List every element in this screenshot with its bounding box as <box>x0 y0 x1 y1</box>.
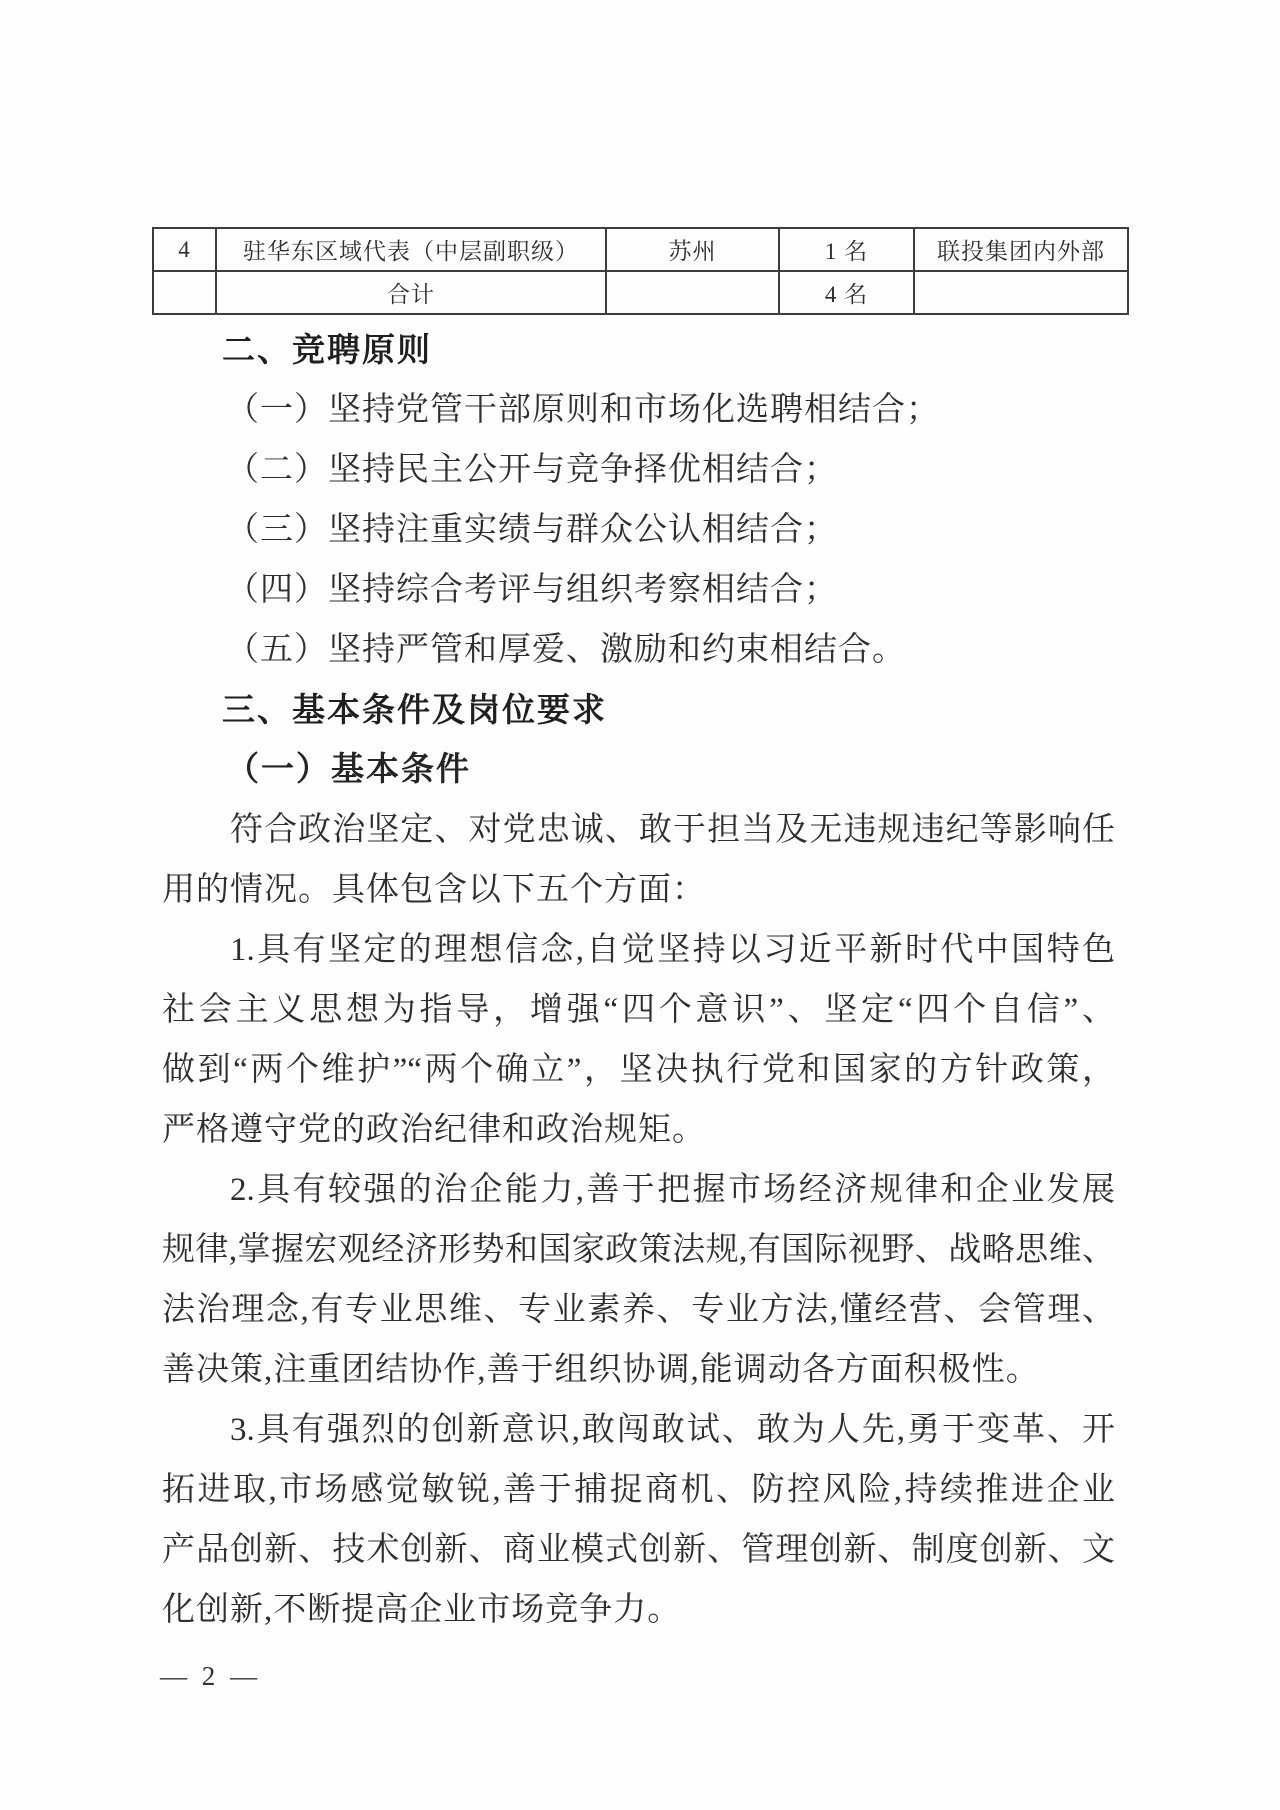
body-line: 化创新,不断提高企业市场竞争力。 <box>162 1592 682 1628</box>
table-row <box>153 228 1128 271</box>
table-cell-total-label: 合计 <box>216 271 606 314</box>
table-cell-index <box>153 271 216 314</box>
subsection-heading-basic-conditions: （一）基本条件 <box>226 752 471 788</box>
body-line: 2.具有较强的治企能力,善于把握市场经济规律和企业发展 <box>230 1172 1115 1208</box>
body-line: 做到“两个维护”“两个确立”，坚决执行党和国家的方针政策， <box>162 1052 1115 1088</box>
principle-item-1: （一）坚持党管干部原则和市场化选聘相结合； <box>226 392 940 428</box>
body-line: 用的情况。具体包含以下五个方面： <box>162 872 706 908</box>
body-line: 善决策,注重团结协作,善于组织协调,能调动各方面积极性。 <box>162 1352 1040 1388</box>
table-cell-scope: 联投集团内外部 <box>914 228 1128 271</box>
body-line: 符合政治坚定、对党忠诚、敢于担当及无违规违纪等影响任 <box>230 812 1115 848</box>
body-line: 社会主义思想为指导，增强“四个意识”、坚定“四个自信”、 <box>162 992 1115 1028</box>
positions-table <box>152 227 1129 315</box>
table-cell-location: 苏州 <box>606 228 779 271</box>
body-line: 1.具有坚定的理想信念,自觉坚持以习近平新时代中国特色 <box>230 932 1115 968</box>
page-number: — 2 — <box>160 1661 261 1691</box>
body-line: 严格遵守党的政治纪律和政治规矩。 <box>162 1112 706 1148</box>
body-line: 3.具有强烈的创新意识,敢闯敢试、敢为人先,勇于变革、开 <box>230 1412 1115 1448</box>
table-cell-total-headcount: 4 名 <box>779 271 914 314</box>
document-body <box>162 320 1115 1640</box>
principle-item-2: （二）坚持民主公开与竞争择优相结合； <box>226 452 838 488</box>
table-cell-position: 驻华东区域代表（中层副职级） <box>216 228 606 271</box>
principle-item-3: （三）坚持注重实绩与群众公认相结合； <box>226 512 838 548</box>
table-cell-scope <box>914 271 1128 314</box>
body-line: 产品创新、技术创新、商业模式创新、管理创新、制度创新、文 <box>162 1532 1115 1568</box>
body-line: 法治理念,有专业思维、专业素养、专业方法,懂经营、会管理、 <box>162 1292 1115 1328</box>
table-row-total <box>153 271 1128 314</box>
principle-item-4: （四）坚持综合考评与组织考察相结合； <box>226 572 838 608</box>
section-heading-requirements: 三、基本条件及岗位要求 <box>222 691 607 728</box>
section-heading-principles: 二、竞聘原则 <box>222 331 432 368</box>
table-cell-location <box>606 271 779 314</box>
table-cell-index: 4 <box>153 228 216 271</box>
body-line: 拓进取,市场感觉敏锐,善于捕捉商机、防控风险,持续推进企业 <box>162 1472 1115 1508</box>
body-line: 规律,掌握宏观经济形势和国家政策法规,有国际视野、战略思维、 <box>162 1232 1115 1268</box>
table-cell-headcount: 1 名 <box>779 228 914 271</box>
principle-item-5: （五）坚持严管和厚爱、激励和约束相结合。 <box>226 632 906 668</box>
